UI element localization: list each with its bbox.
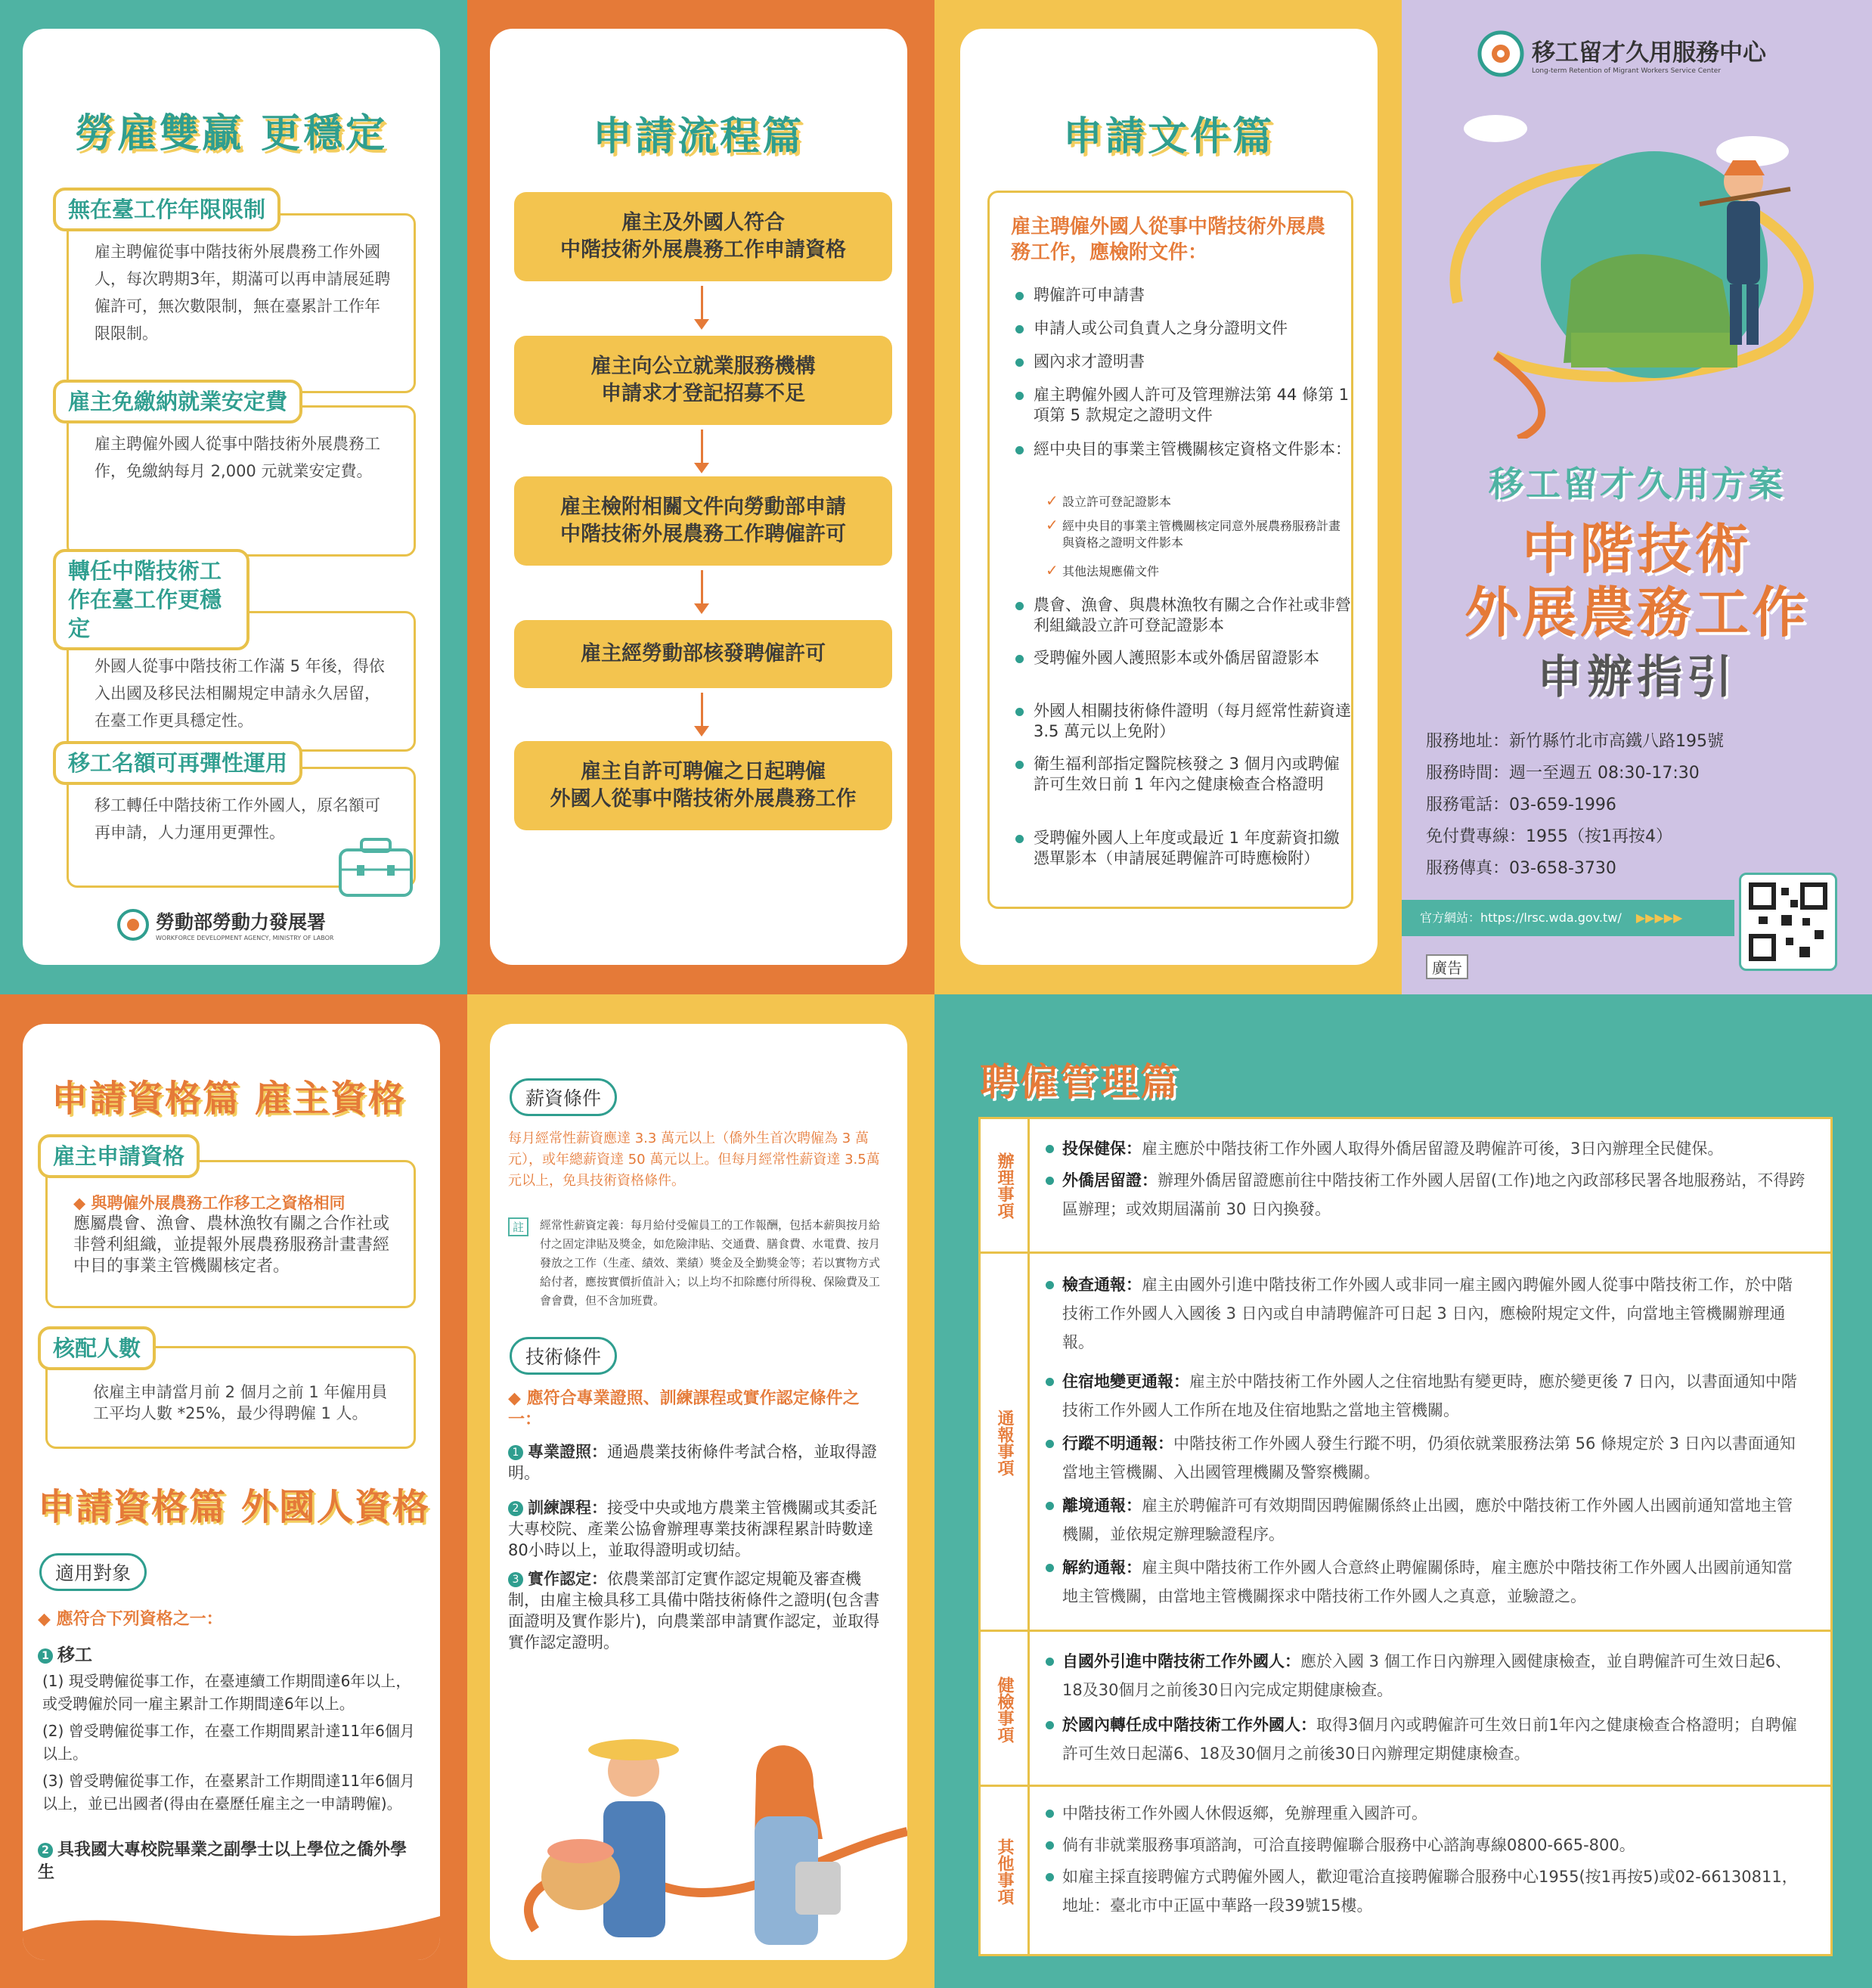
cover-title-2: 外展農務工作 (1464, 581, 1809, 644)
flow-step-4: 雇主經勞動部核發聘僱許可 (514, 620, 892, 688)
benefit-text: 外國人從事中階技術工作滿 5 年後，得依入出國及移民法相關規定申請永久居留，在臺工作更具穩定性。 (95, 657, 385, 730)
benefit-box-1 (67, 213, 416, 393)
group-1: 1 移工 (38, 1641, 92, 1666)
row-line: 外僑居留證：辦理外僑居留證應前往中階技術工作外國人居留(工作)地之內政部移民署各地服務站，不得跨區辦理；或效期屆滿前 30 日內換發。 (1062, 1166, 1808, 1224)
note-text: 經常性薪資定義：每月給付受僱員工的工作報酬，包括本薪與按月給付之固定津貼及獎金，如危險津貼、交通費、膳食費、水電費、按月發放之工作（生產、績效、業績）獎金及全勤獎金等；若以實物方式給付者，應按實價折值計入；以上均不扣除應付所得稅、保險費及工會會費，但不含加班費。 (540, 1218, 881, 1307)
doc-item: 農會、漁會、與農林漁牧有關之合作社或非營利組織設立許可登記證影本 (1034, 596, 1351, 634)
doc-subitem: ✓ 經中央目的事業主管機關核定同意外展農務服務計畫與資格之證明文件影本 (1062, 518, 1350, 551)
row-line: 中階技術工作外國人休假返鄉，免辦理重入國許可。 (1062, 1799, 1808, 1828)
cover-title-1: 中階技術 (1521, 517, 1752, 581)
wda-logo-icon (116, 908, 150, 941)
flow-arrow (701, 693, 703, 729)
program-name: 移工留才久用方案 (1489, 464, 1785, 504)
lrsc-logo-icon (1477, 30, 1524, 77)
wda-name: 勞動部勞動力發展署 (156, 911, 327, 933)
panel-title: 勞雇雙贏 更穩定 (74, 111, 389, 157)
website-url[interactable]: https://lrsc.wda.gov.tw/ (1480, 910, 1622, 925)
doc-item: 經中央目的事業主管機關核定資格文件影本： (1034, 440, 1351, 458)
qr-code-icon[interactable] (1739, 873, 1837, 971)
panel-title: 申請流程篇 (592, 114, 804, 160)
group-2: 2 具我國大專校院畢業之副學士以上學位之僑外學生 (38, 1841, 408, 1882)
row-line: 如雇主採直接聘僱方式聘僱外國人，歡迎電洽直接聘僱聯合服務中心1955(按1再按5)或02-66130811，地址：臺北市中正區中華路一段39號15樓。 (1062, 1862, 1808, 1920)
flow-arrow (701, 430, 703, 466)
panel-documents (960, 29, 1378, 965)
flow-step-1: 雇主及外國人符合 中階技術外展農務工作申請資格 (514, 192, 892, 281)
tech-item: 1 專業證照：通過農業技術條件考試合格，並取得證明。 (508, 1443, 877, 1482)
foreign-title: 申請資格篇 外國人資格 (38, 1486, 430, 1528)
row-line: 離境通報：雇主於聘僱許可有效期間因聘僱關係終止出國，應於中階技術工作外國人出國前通知當地主管機關，並依規定辦理驗證程序。 (1062, 1491, 1808, 1549)
info-row: 免付費專線：1955（按1再按4） (1426, 827, 1672, 846)
benefit-tag-2: 雇主免繳納就業安定費 (53, 380, 302, 423)
flow-arrow (701, 570, 703, 606)
wave-decoration (23, 1886, 440, 1960)
flow-arrow (701, 286, 703, 322)
panel-title: 申請文件篇 (1062, 114, 1275, 160)
doc-item: 國內求才證明書 (1034, 352, 1351, 372)
flow-step-5: 雇主自許可聘僱之日起聘僱 外國人從事中階技術外展農務工作 (514, 741, 892, 830)
doc-item: 申請人或公司負責人之身分證明文件 (1034, 318, 1351, 339)
management-table (978, 1117, 1833, 1956)
doc-item: 受聘僱外國人上年度或最近 1 年度薪資扣繳憑單影本（申請展延聘僱許可時應檢附） (1034, 828, 1351, 869)
benefit-text: 雇主聘僱外國人從事中階技術外展農務工作，免繳納每月 2,000 元就業安定費。 (95, 435, 380, 480)
row-line: 住宿地變更通報：雇主於中階技術工作外國人之住宿地點有變更時，應於變更後 7 日內，以書面通知中階技術工作外國人工作所在地及住宿地點之當地主管機關。 (1062, 1367, 1808, 1425)
cover-panel (1402, 0, 1872, 994)
employer-title: 申請資格篇 雇主資格 (51, 1078, 406, 1120)
benefit-tag-3: 轉任中階技術工作在臺工作更穩定 (53, 549, 249, 650)
panel-conditions (490, 1024, 907, 1960)
documents-box (987, 191, 1353, 909)
service-info (1426, 726, 1724, 885)
employer-box (45, 1160, 416, 1308)
tech-pill: 技術條件 (510, 1337, 617, 1375)
org-name: 移工留才久用服務中心 (1532, 39, 1766, 67)
website-arrows: ▶▶▶▶▶ (1635, 910, 1683, 925)
workers-illustration (490, 1688, 907, 1960)
row-line: 解約通報：雇主與中階技術工作外國人合意終止聘僱關係時，雇主應於中階技術工作外國人出國前通知當地主管機關，由當地主管機關探求中階技術工作外國人之真意，並驗證之。 (1062, 1553, 1808, 1611)
management-title: 聘僱管理篇 (980, 1060, 1180, 1104)
tech-item: 3 實作認定：依農業部訂定實作認定規範及審查機制，由雇主檢具移工具備中階技術條件之證明(包含書面證明及實作影片)，向農業部申請實作認定，並取得實作認定證明。 (508, 1570, 880, 1651)
benefit-text: 移工轉任中階技術工作外國人，原名額可再申請，人力運用更彈性。 (95, 796, 380, 842)
row-reporting (981, 1251, 1830, 1632)
row-handling (981, 1119, 1830, 1251)
foreign-cond: ◆ 應符合下列資格之一： (38, 1610, 223, 1629)
benefit-tag-4: 移工名額可再彈性運用 (53, 741, 302, 785)
row-line: 投保健保：雇主應於中階技術工作外國人取得外僑居留證及聘僱許可後，3日內辦理全民健保。 (1062, 1134, 1808, 1163)
row-line: 行蹤不明通報：中階技術工作外國人發生行蹤不明，仍須依就業服務法第 56 條規定於 3 日內以書面通知當地主管機關、入出國管理機關及警察機關。 (1062, 1429, 1808, 1487)
benefit-text: 雇主聘僱從事中階技術外展農務工作外國人，每次聘期3年，期滿可以再申請展延聘僱許可，無次數限制，無在臺累計工作年限限制。 (95, 243, 391, 343)
wda-name-en: WORKFORCE DEVELOPMENT AGENCY, MINISTRY OF LABOR (156, 935, 334, 941)
documents-heading: 雇主聘僱外國人從事中階技術外展農務工作，應檢附文件： (1011, 216, 1326, 264)
row-label: 辦理事項 (995, 1152, 1014, 1219)
doc-subitem: ✓ 其他法規應備文件 (1062, 563, 1350, 580)
flow-step-3: 雇主檢附相關文件向勞動部申請 中階技術外展農務工作聘僱許可 (514, 476, 892, 566)
website-label: 官方網站： (1420, 910, 1481, 925)
doc-item: 聘僱許可申請書 (1034, 285, 1351, 305)
info-row: 服務地址：新竹縣竹北市高鐵八路195號 (1426, 732, 1725, 751)
info-row: 服務時間：週一至週五 08:30-17:30 (1426, 764, 1700, 783)
benefit-tag-1: 無在臺工作年限限制 (53, 188, 280, 231)
row-line: 檢查通報：雇主由國外引進中階技術工作外國人或非同一雇主國內聘僱外國人從事中階技術工作，於中階技術工作外國人入國後 3 日內或自申請聘僱許可日起 3 日內，應檢附規定文件，向當地主管機關辦理通報。 (1062, 1270, 1808, 1357)
row-line: 倘有非就業服務事項諮詢，可洽直接聘僱聯合服務中心諮詢專線0800-665-800。 (1062, 1831, 1808, 1859)
employer-tag: 雇主申請資格 (38, 1134, 200, 1178)
ad-label: 廣告 (1426, 954, 1468, 979)
row-label: 健檢事項 (995, 1676, 1014, 1743)
doc-item: 外國人相關技術條件證明（每月經常性薪資達 3.5 萬元以上免附） (1034, 702, 1351, 740)
row-label: 其他事項 (995, 1838, 1014, 1905)
farmer-illustration (1435, 106, 1843, 439)
tech-item: 2 訓練課程：接受中央或地方農業主管機關或其委託大專校院、產業公協會辦理專業技術課程累計時數達80小時以上，並取得證明或切結。 (508, 1499, 877, 1559)
quota-body: 依雇主申請當月前 2 個月之前 1 年僱用員工平均人數 *25%，最少得聘僱 1 人。 (93, 1383, 388, 1422)
tech-cond: ◆ 應符合專業證照、訓練課程或實作認定條件之一： (508, 1389, 860, 1429)
briefcase-icon (334, 833, 417, 901)
quota-tag: 核配人數 (38, 1326, 156, 1370)
cover-logo (1477, 30, 1766, 77)
target-pill: 適用對象 (39, 1553, 147, 1591)
row-health (981, 1630, 1830, 1787)
doc-item: 雇主聘僱外國人許可及管理辦法第 44 條第 1 項第 5 款規定之證明文件 (1034, 385, 1351, 426)
panel-eligibility (23, 1024, 440, 1960)
cover-title-3: 申辦指引 (1537, 651, 1737, 704)
panel-management (934, 994, 1872, 1988)
flow-step-2: 雇主向公立就業服務機構 申請求才登記招募不足 (514, 336, 892, 425)
wda-logo (116, 907, 333, 941)
note-tag: 註 (508, 1217, 528, 1236)
panel-benefits (23, 29, 440, 965)
group-1-item: (3) 曾受聘僱從事工作，在臺累計工作期間達11年6個月以上，並已出國者(得由在臺歷任雇主之一申請聘僱)。 (42, 1772, 415, 1813)
salary-text: 每月經常性薪資應達 3.3 萬元以上（僑外生首次聘僱為 3 萬元），或年總薪資達 50 萬元以上。但每月經常性薪資達 3.5萬元以上，免具技術資格條件。 (508, 1130, 880, 1189)
employer-body: 應屬農會、漁會、農林漁牧有關之合作社或非營利組織，並提報外展農務服務計畫書經中目的事業主管機關核定者。 (73, 1214, 390, 1276)
group-1-item: (2) 曾受聘僱從事工作，在臺工作期間累計達11年6個月以上。 (42, 1722, 415, 1763)
doc-subitem: ✓ 設立許可登記證影本 (1062, 494, 1350, 510)
row-other (981, 1785, 1830, 1956)
doc-item: 衛生福利部指定醫院核發之 3 個月內或聘僱許可生效日前 1 年內之健康檢查合格證明 (1034, 754, 1351, 795)
doc-item: 受聘僱外國人護照影本或外僑居留證影本 (1034, 648, 1351, 668)
org-name-en: Long-term Retention of Migrant Workers Service Center (1532, 67, 1722, 75)
salary-pill: 薪資條件 (510, 1078, 617, 1116)
group-1-item: (1) 現受聘僱從事工作，在臺連續工作期間達6年以上，或受聘僱於同一雇主累計工作期間達6年以上。 (42, 1672, 411, 1713)
info-row: 服務電話：03-659-1996 (1426, 796, 1616, 814)
employer-sub: ◆ 與聘僱外展農務工作移工之資格相同 (73, 1194, 346, 1212)
row-line: 於國內轉任成中階技術工作外國人：取得3個月內或聘僱許可生效日前1年內之健康檢查合格證明；自聘僱許可生效日起滿6、18及30個月之前後30日內辦理定期健康檢查。 (1062, 1710, 1808, 1768)
row-line: 自國外引進中階技術工作外國人：應於入國 3 個工作日內辦理入國健康檢查，並自聘僱許可生效日起6、18及30個月之前後30日內完成定期健康檢查。 (1062, 1647, 1808, 1704)
website-bar[interactable] (1402, 900, 1734, 936)
benefit-box-2 (67, 405, 416, 557)
info-row: 服務傳真：03-658-3730 (1426, 859, 1616, 878)
panel-process (490, 29, 907, 965)
row-label: 通報事項 (995, 1410, 1014, 1476)
